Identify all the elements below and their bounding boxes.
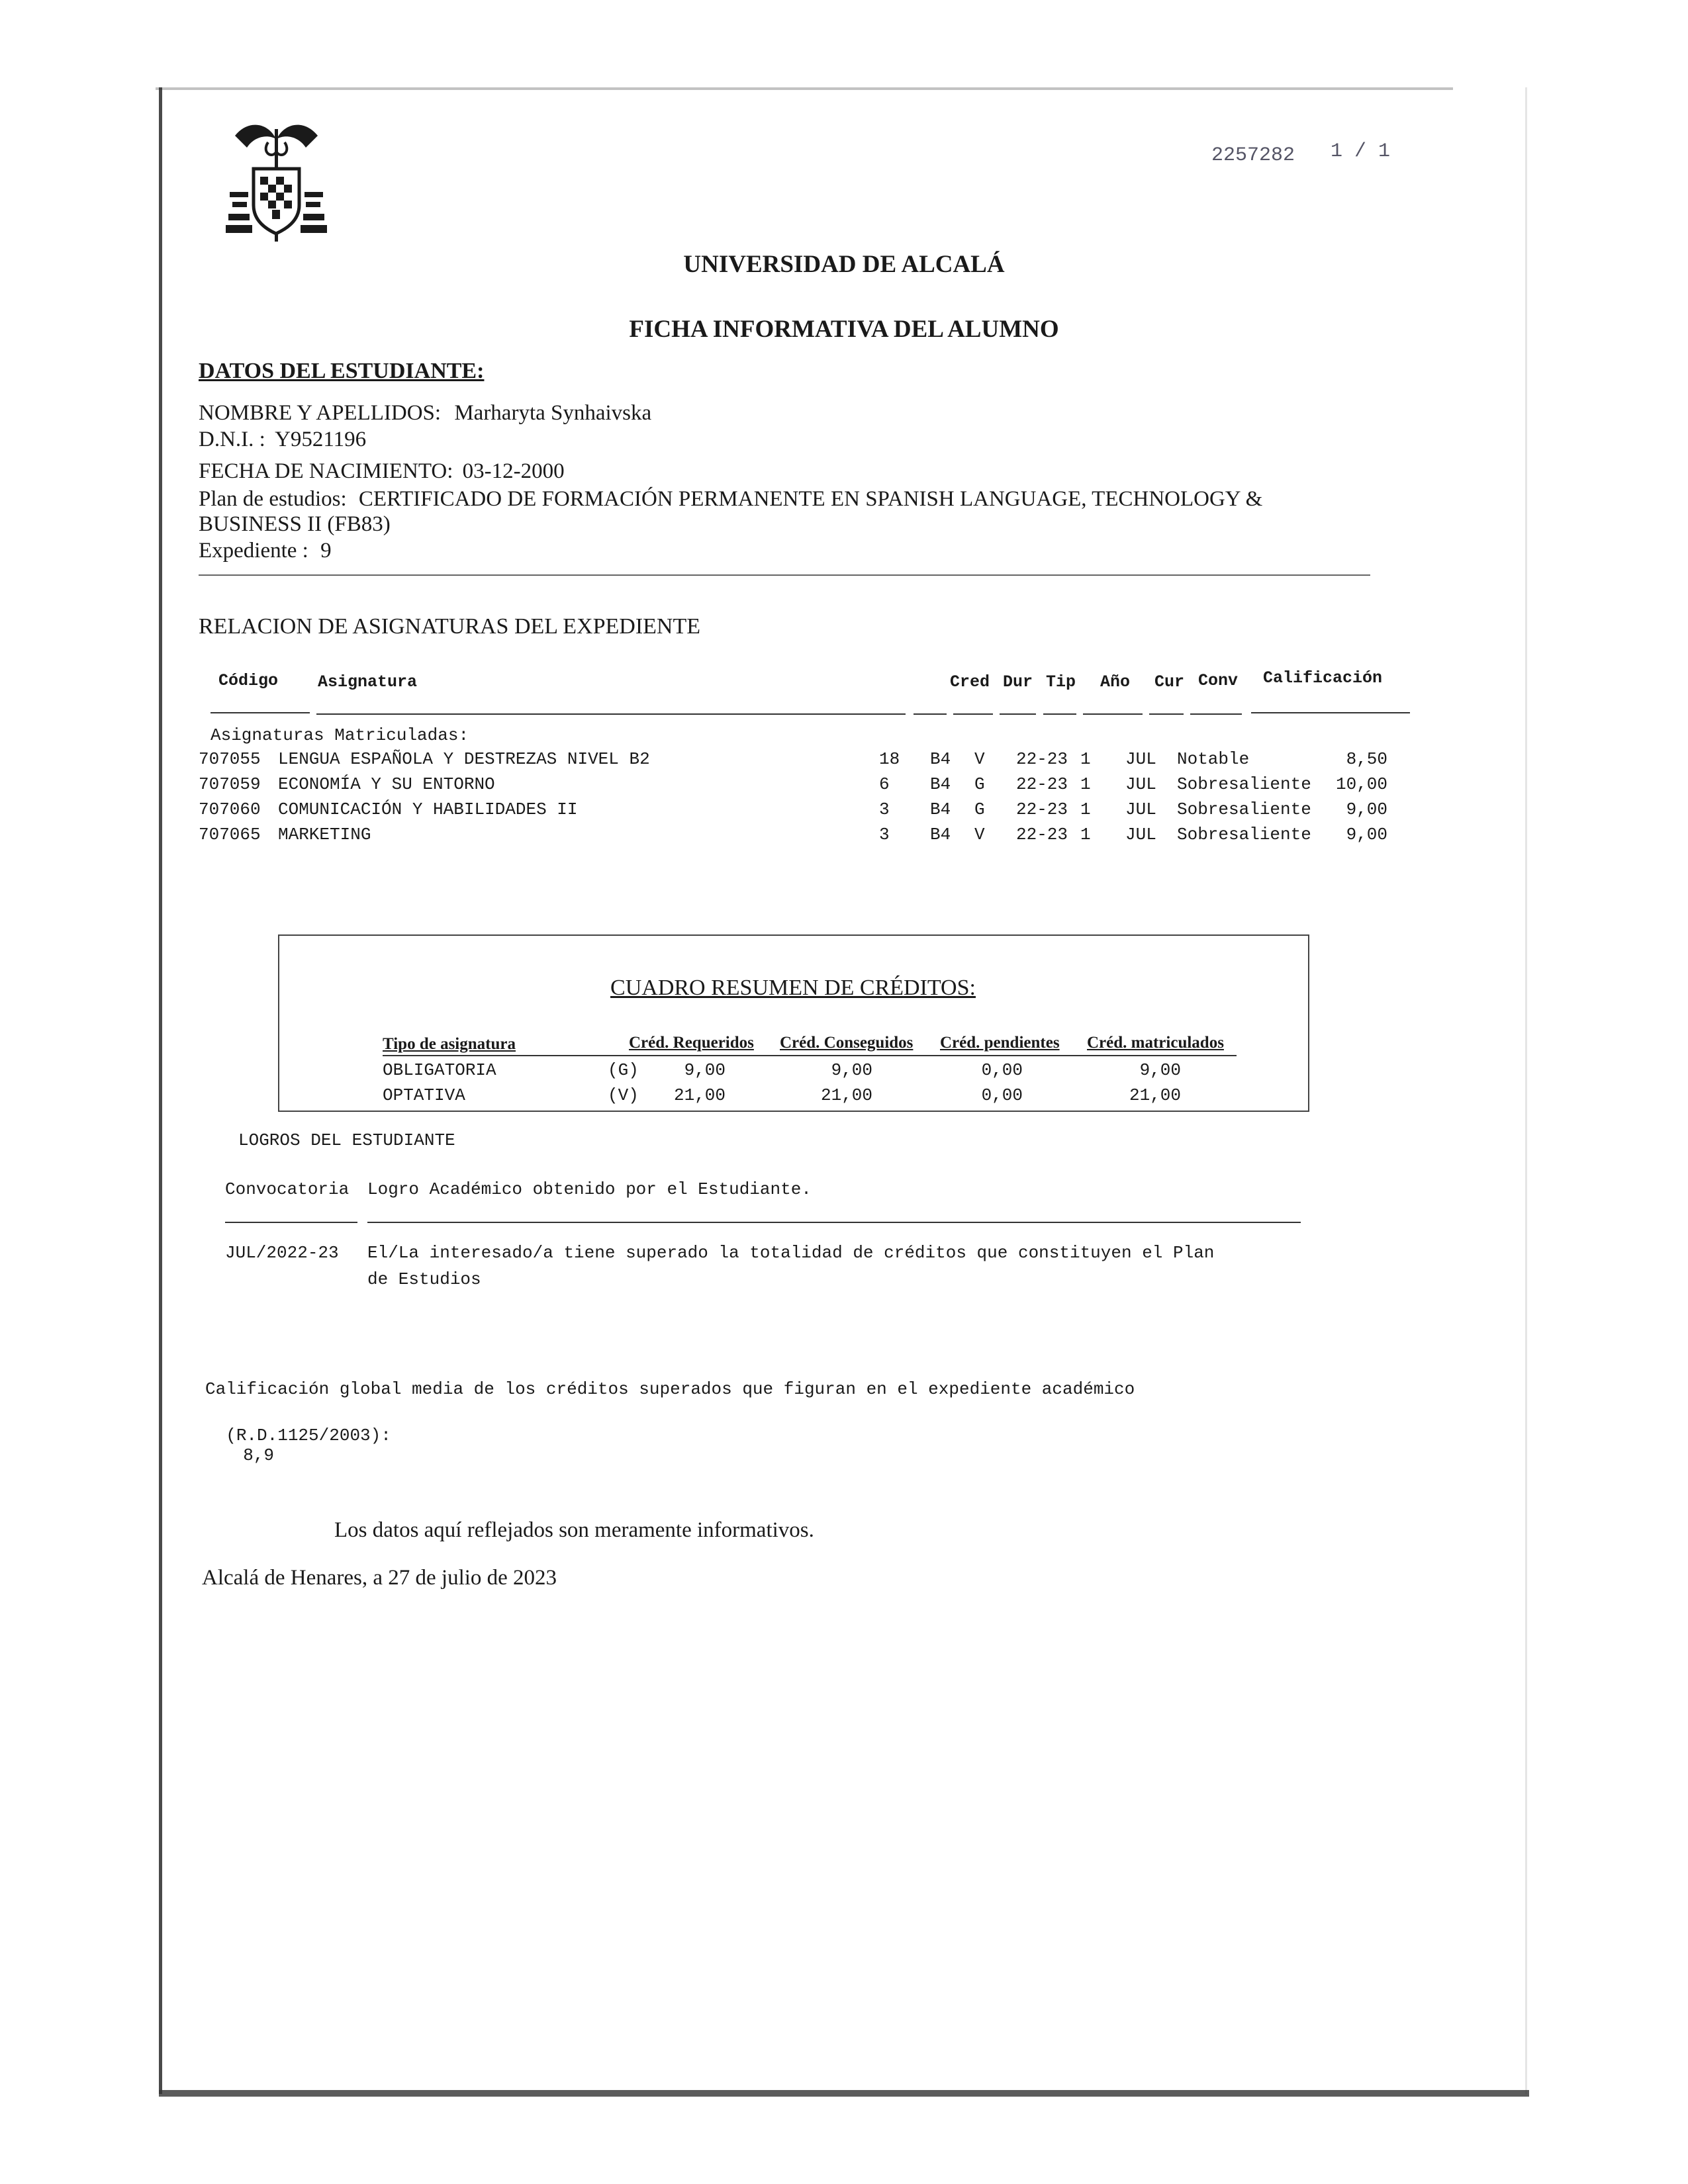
- subject-code: 707065: [199, 825, 261, 844]
- achievement-entry-text-line1: El/La interesado/a tiene superado la totalidad de créditos que constituyen el Plan: [367, 1243, 1215, 1263]
- subjects-group-label: Asignaturas Matriculadas:: [211, 725, 469, 745]
- student-dni-label: D.N.I. :: [199, 428, 265, 451]
- col-rule-codigo: [211, 712, 310, 713]
- subject-score: 9,00: [1346, 825, 1387, 844]
- student-birth-row: [199, 459, 565, 484]
- col-header-asignatura: Asignatura: [318, 672, 418, 692]
- subject-dur: B4: [930, 749, 951, 769]
- credit-type: OBLIGATORIA: [383, 1060, 496, 1080]
- student-plan-value-line2: BUSINESS II (FB83): [199, 512, 391, 536]
- student-plan-row: [199, 487, 1262, 512]
- col-header-cur: Cur: [1154, 672, 1185, 692]
- col-header-codigo: Código: [218, 671, 279, 690]
- col-header-conv: Conv: [1198, 671, 1239, 690]
- credits-col-matriculados: Créd. matriculados: [1087, 1034, 1224, 1052]
- document-number: 2257282: [1211, 144, 1295, 167]
- subject-name: LENGUA ESPAÑOLA Y DESTREZAS NIVEL B2: [278, 749, 650, 769]
- col-header-cred: Cred: [950, 672, 990, 692]
- subject-score: 9,00: [1346, 799, 1387, 819]
- credit-pending: 0,00: [981, 1085, 1023, 1105]
- subject-tip: G: [974, 799, 985, 819]
- subject-year: 22-23: [1016, 799, 1068, 819]
- subject-code: 707055: [199, 749, 261, 769]
- document-title: FICHA INFORMATIVA DEL ALUMNO: [629, 316, 1059, 343]
- subject-name: MARKETING: [278, 825, 371, 844]
- subject-score: 8,50: [1346, 749, 1387, 769]
- subject-score: 10,00: [1335, 774, 1387, 794]
- col-header-calificacion: Calificación: [1263, 668, 1383, 688]
- global-grade-line2: [205, 1406, 391, 1465]
- subject-year: 22-23: [1016, 774, 1068, 794]
- subject-grade: Sobresaliente: [1177, 825, 1311, 844]
- achievements-col-logro: Logro Académico obtenido por el Estudiante.: [367, 1179, 812, 1199]
- university-name: UNIVERSIDAD DE ALCALÁ: [683, 251, 1005, 278]
- subject-grade: Sobresaliente: [1177, 799, 1311, 819]
- global-grade-line1: Calificación global media de los créditos superados que figuran en el expediente académico: [205, 1379, 1135, 1399]
- student-dni-row: [199, 428, 366, 452]
- col-header-tip: Tip: [1046, 672, 1076, 692]
- credits-col-pendientes: Créd. pendientes: [940, 1034, 1060, 1052]
- paper-edge-bottom: [159, 2090, 1529, 2097]
- achievements-section-title: LOGROS DEL ESTUDIANTE: [238, 1130, 455, 1150]
- col-rule-blank: [914, 713, 947, 715]
- subject-grade: Notable: [1177, 749, 1250, 769]
- col-rule-tip: [1043, 713, 1076, 715]
- col-rule-cred: [953, 713, 993, 715]
- subject-tip: V: [974, 749, 985, 769]
- subject-name: ECONOMÍA Y SU ENTORNO: [278, 774, 495, 794]
- col-header-ano: Año: [1100, 672, 1131, 692]
- credit-code: (G): [608, 1060, 639, 1080]
- col-header-dur: Dur: [1003, 672, 1033, 692]
- credit-pending: 0,00: [981, 1060, 1023, 1080]
- subject-cur: 1: [1080, 749, 1091, 769]
- subject-grade: Sobresaliente: [1177, 774, 1311, 794]
- achievements-col-conv: Convocatoria: [225, 1179, 350, 1199]
- student-section-rule: [199, 574, 1370, 576]
- global-grade-label: (R.D.1125/2003):: [226, 1426, 391, 1445]
- col-rule-ano: [1083, 713, 1143, 715]
- paper-edge-top: [156, 87, 1453, 90]
- credit-code: (V): [608, 1085, 639, 1105]
- subject-conv: JUL: [1125, 825, 1156, 844]
- subject-year: 22-23: [1016, 749, 1068, 769]
- page-marker: 1 / 1: [1331, 140, 1391, 163]
- student-dni-value: Y9521196: [275, 428, 367, 451]
- col-rule-dur: [1000, 713, 1036, 715]
- subject-year: 22-23: [1016, 825, 1068, 844]
- credit-required: 9,00: [684, 1060, 726, 1080]
- subject-code: 707059: [199, 774, 261, 794]
- achievement-entry-text-line2: de Estudios: [367, 1269, 481, 1289]
- university-seal-logo: [222, 116, 331, 248]
- col-rule-calificacion: [1251, 712, 1410, 713]
- subject-cur: 1: [1080, 774, 1091, 794]
- student-expediente-label: Expediente :: [199, 539, 308, 563]
- credit-type: OPTATIVA: [383, 1085, 465, 1105]
- col-rule-asignatura: [316, 713, 906, 715]
- credits-col-conseguidos: Créd. Conseguidos: [780, 1034, 914, 1052]
- subject-conv: JUL: [1125, 774, 1156, 794]
- subject-cur: 1: [1080, 799, 1091, 819]
- subject-cred: 3: [879, 799, 890, 819]
- student-section-title: DATOS DEL ESTUDIANTE:: [199, 359, 485, 383]
- student-birth-label: FECHA DE NACIMIENTO:: [199, 459, 453, 483]
- achievements-rule-conv: [225, 1222, 357, 1223]
- achievements-rule-logro: [367, 1222, 1301, 1223]
- credit-achieved: 9,00: [831, 1060, 872, 1080]
- student-expediente-value: 9: [320, 539, 332, 563]
- credit-enrolled: 9,00: [1139, 1060, 1181, 1080]
- student-plan-label: Plan de estudios:: [199, 487, 347, 511]
- credits-summary-title: CUADRO RESUMEN DE CRÉDITOS:: [610, 976, 976, 1000]
- credits-col-tipo: Tipo de asignatura: [383, 1035, 516, 1053]
- student-plan-value-line1: CERTIFICADO DE FORMACIÓN PERMANENTE EN SPANISH LANGUAGE, TECHNOLOGY &: [358, 487, 1263, 511]
- subject-tip: V: [974, 825, 985, 844]
- student-expediente-row: [199, 539, 332, 563]
- footer-note: Los datos aquí reflejados son meramente informativos.: [334, 1518, 814, 1542]
- subject-dur: B4: [930, 774, 951, 794]
- global-grade-value: 8,9: [243, 1445, 275, 1465]
- subject-cur: 1: [1080, 825, 1091, 844]
- student-name-label: NOMBRE Y APELLIDOS:: [199, 401, 442, 425]
- subject-conv: JUL: [1125, 799, 1156, 819]
- subject-name: COMUNICACIÓN Y HABILIDADES II: [278, 799, 578, 819]
- subject-cred: 6: [879, 774, 890, 794]
- subject-dur: B4: [930, 825, 951, 844]
- subject-code: 707060: [199, 799, 261, 819]
- col-rule-cur: [1149, 713, 1184, 715]
- credit-enrolled: 21,00: [1129, 1085, 1181, 1105]
- subjects-section-title: RELACION DE ASIGNATURAS DEL EXPEDIENTE: [199, 614, 701, 639]
- achievement-entry-conv: JUL/2022-23: [225, 1243, 339, 1263]
- col-rule-conv: [1190, 713, 1242, 715]
- student-birth-value: 03-12-2000: [462, 459, 565, 483]
- credit-achieved: 21,00: [820, 1085, 872, 1105]
- credit-required: 21,00: [673, 1085, 726, 1105]
- student-name-row: [199, 401, 651, 426]
- subject-dur: B4: [930, 799, 951, 819]
- paper-edge-left: [159, 87, 162, 2094]
- subject-cred: 3: [879, 825, 890, 844]
- footer-place-date: Alcalá de Henares, a 27 de julio de 2023: [202, 1566, 557, 1590]
- subject-tip: G: [974, 774, 985, 794]
- credits-header-rule: [383, 1055, 1237, 1056]
- subject-conv: JUL: [1125, 749, 1156, 769]
- credits-col-requeridos: Créd. Requeridos: [629, 1034, 754, 1052]
- subject-cred: 18: [879, 749, 900, 769]
- student-name-value: Marharyta Synhaivska: [454, 401, 652, 425]
- paper-edge-right: [1525, 87, 1527, 2094]
